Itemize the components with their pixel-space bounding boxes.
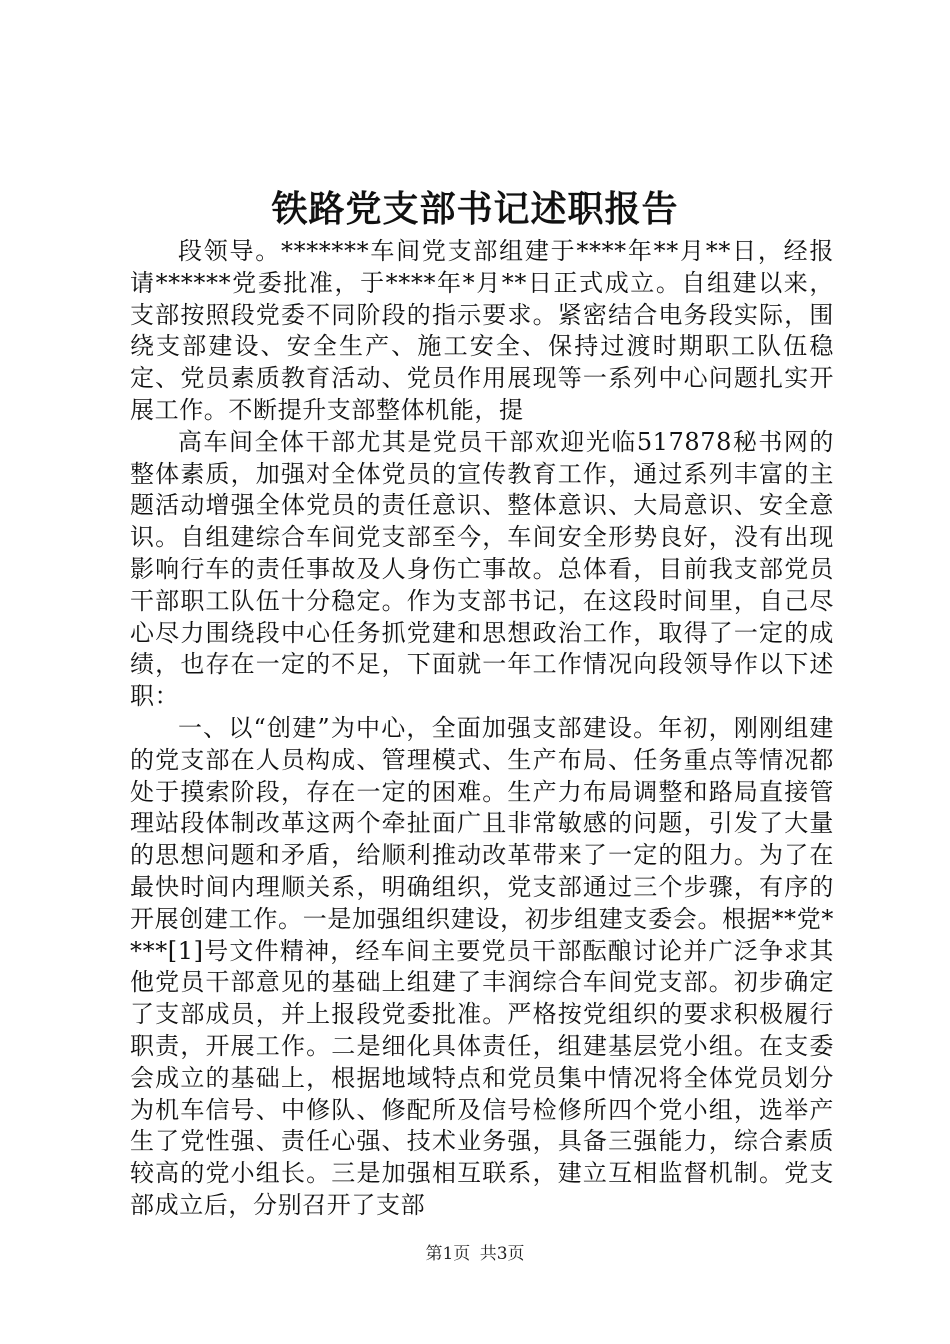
page-number: 第1页 <box>425 1244 471 1264</box>
paragraph-3: 一、以“创建”为中心，全面加强支部建设。年初，刚刚组建的党支部在人员构成、管理模式、生产布局、任务重点等情况都处于摸索阶段，存在一定的困难。生产力布局调整和路局直接管理站段体制改革这两个牵扯面广且非常敏感的问题，引发了大量的思想问题和矛盾，给顺利推动改革带来了一定的阻力。为了在最快时间内理顺关系，明确组织，党支部通过三个步骤，有序的开展创建工作。一是加强组织建设，初步组建支委会。根据**党****[1]号文件精神，经车间主要党员干部酝酿讨论并广泛争求其他党员干部意见的基础上组建了丰润综合车间党支部。初步确定了支部成员，并上报段党委批准。严格按党组织的要求积极履行职责，开展工作。二是细化具体责任，组建基层党小组。在支委会成立的基础上，根据地域特点和党员集中情况将全体党员划分为机车信号、中修队、修配所及信号检修所四个党小组，选举产生了党性强、责任心强、技术业务强，具备三强能力，综合素质较高的党小组长。三是加强相互联系，建立互相监督机制。党支部成立后，分别召开了支部 <box>130 713 834 1219</box>
paragraph-1: 段领导。*******车间党支部组建于****年**月**日，经报请******党委批准，于****年*月**日正式成立。自组建以来，支部按照段党委不同阶段的指示要求。紧密结合电务段实际，围绕支部建设、安全生产、施工安全、保持过渡时期职工队伍稳定、党员素质教育活动、党员作用展现等一系列中心问题扎实开展工作。不断提升支部整体机能，提 <box>130 237 834 424</box>
document-title: 铁路党支部书记述职报告 <box>271 188 679 230</box>
document-body <box>130 236 834 1222</box>
paragraph-2: 高车间全体干部尤其是党员干部欢迎光临517878秘书网的整体素质，加强对全体党员的宣传教育工作，通过系列丰富的主题活动增强全体党员的责任意识、整体意识、大局意识、安全意识。自组建综合车间党支部至今，车间安全形势良好，没有出现影响行车的责任事故及人身伤亡事故。总体看，目前我支部党员干部职工队伍十分稳定。作为支部书记，在这段时间里，自己尽心尽力围绕段中心任务抓党建和思想政治工作，取得了一定的成绩，也存在一定的不足，下面就一年工作情况向段领导作以下述职： <box>130 427 834 711</box>
page-footer <box>0 1242 950 1266</box>
page-total: 共3页 <box>479 1244 525 1264</box>
